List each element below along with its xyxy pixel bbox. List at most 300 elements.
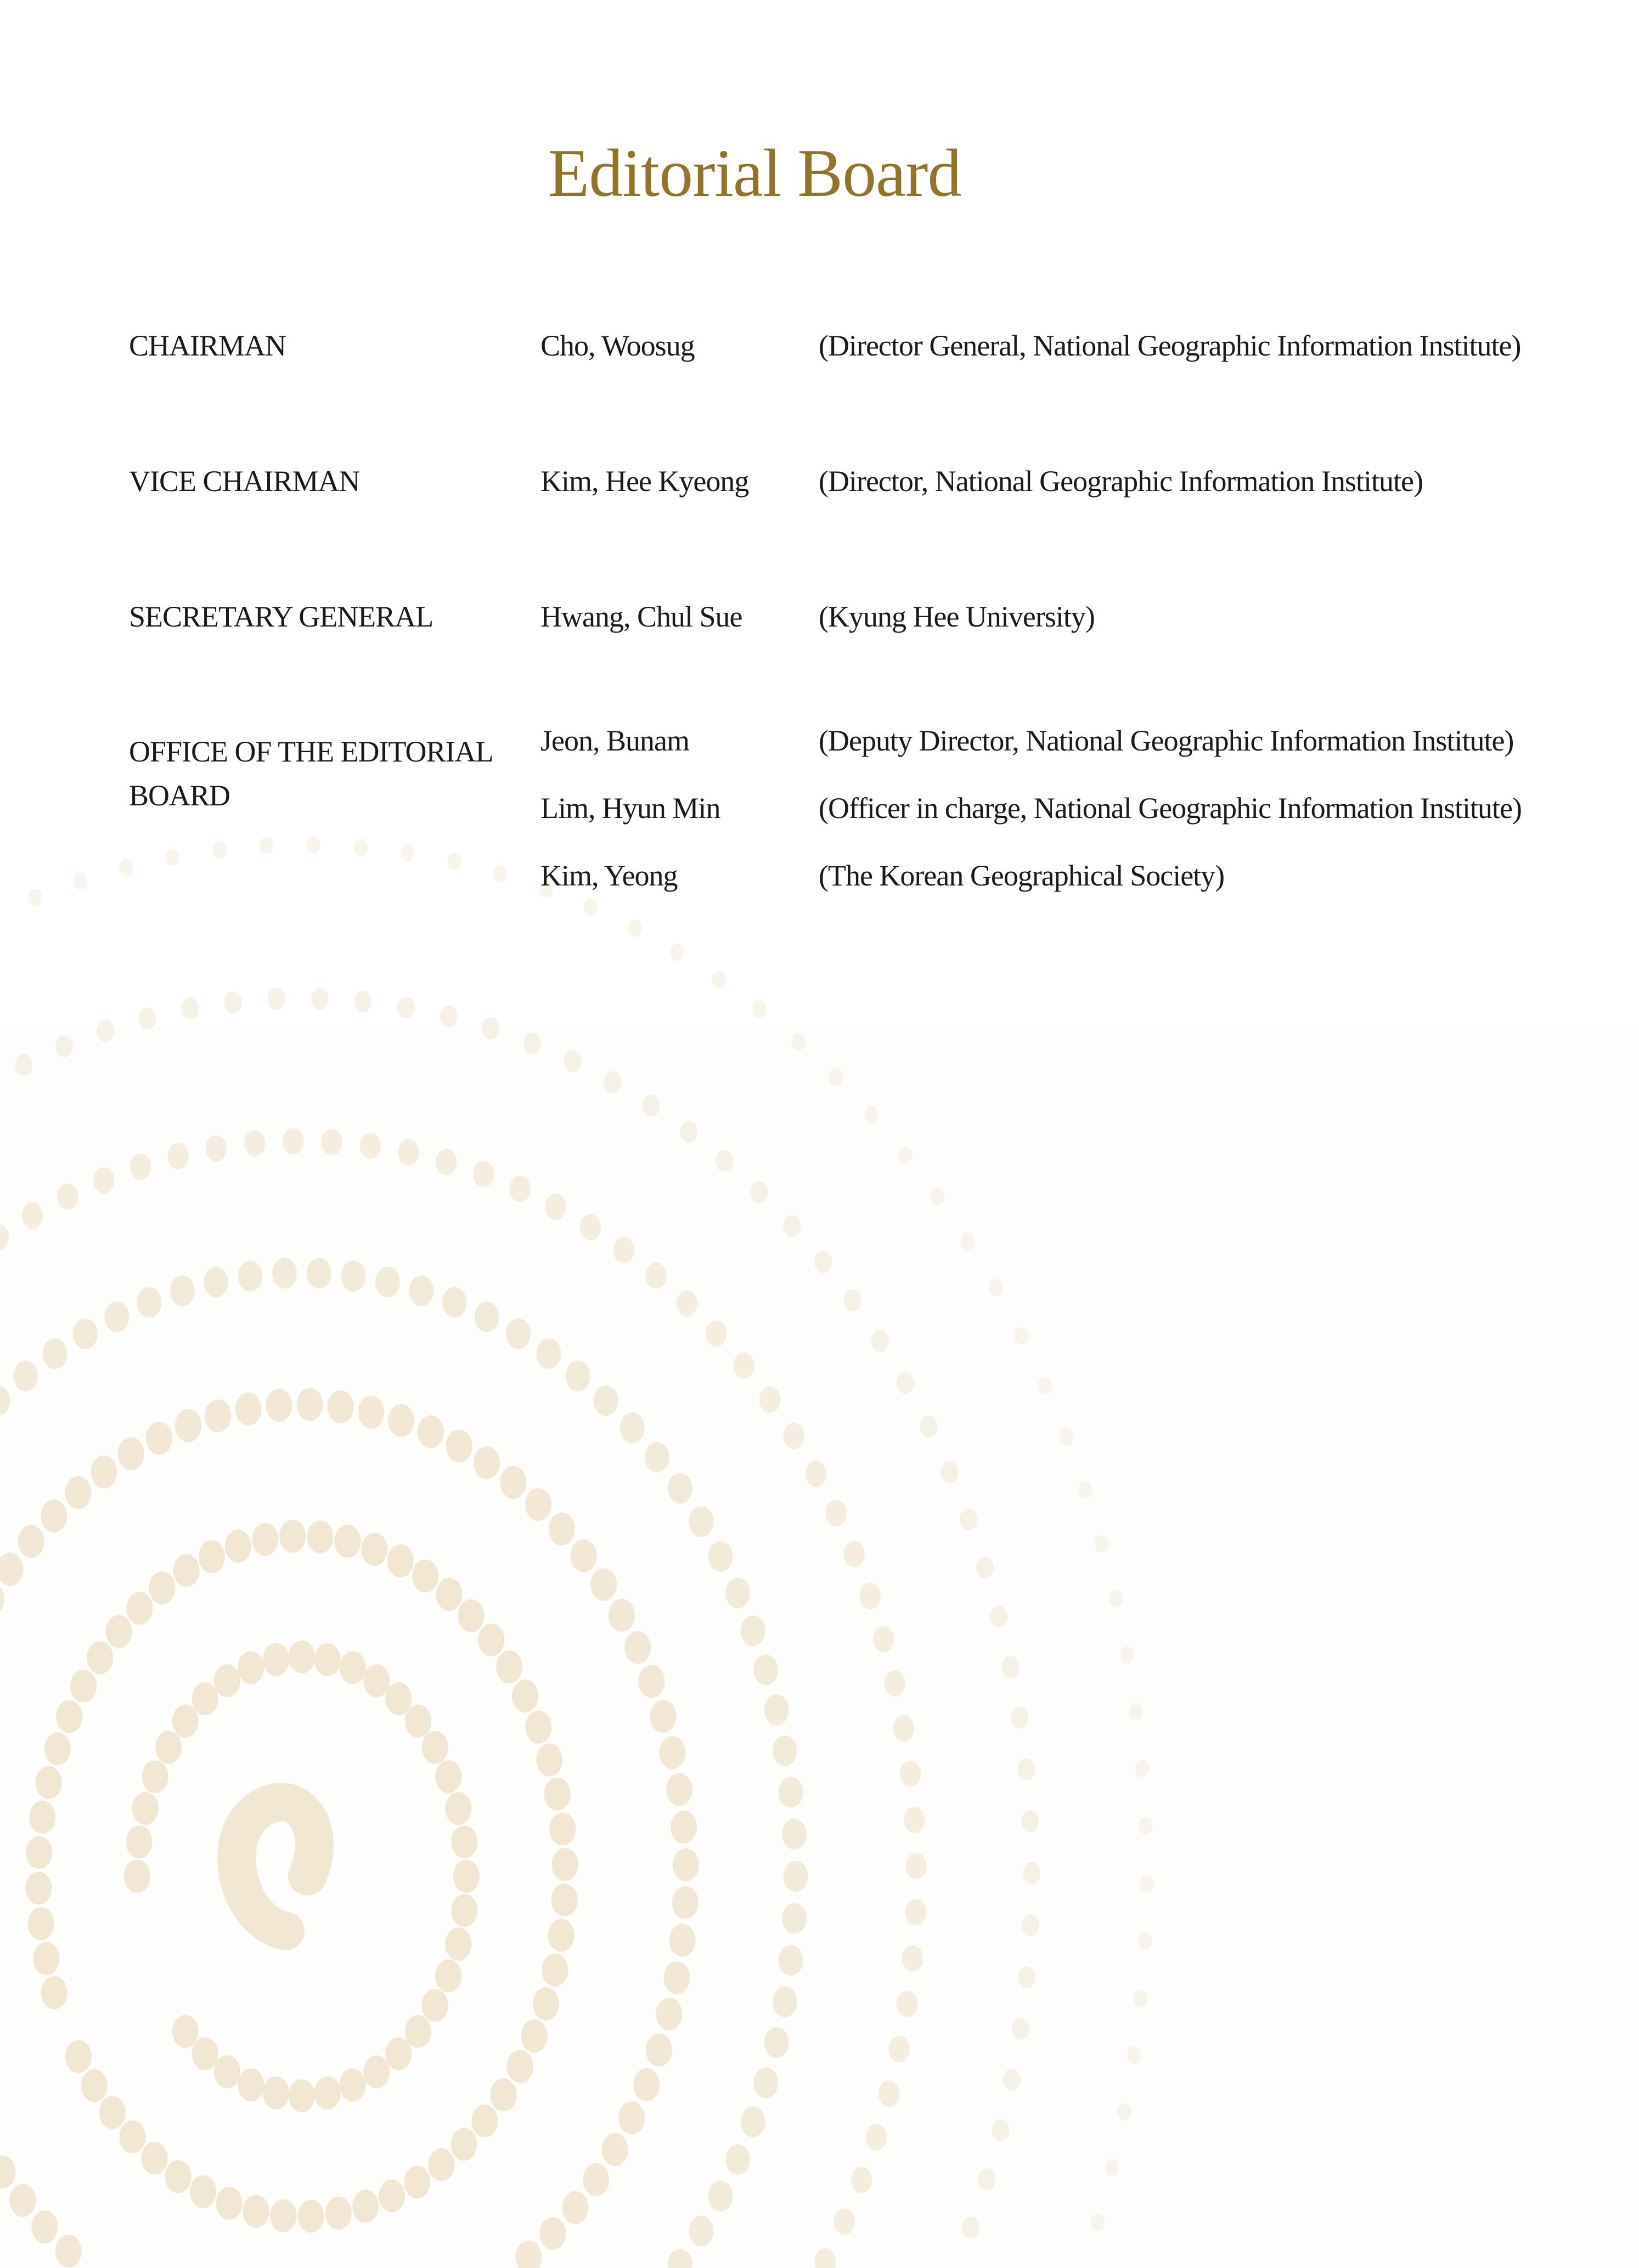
spiral-dot: [902, 1945, 923, 1971]
member-row: [129, 786, 1556, 830]
spiral-dot: [618, 2101, 645, 2134]
spiral-dot: [298, 2200, 324, 2233]
spiral-dot: [272, 1258, 297, 1289]
spiral-dot: [1017, 1758, 1035, 1780]
spiral-dot: [199, 1540, 225, 1573]
spiral-dot: [1003, 2069, 1021, 2091]
spiral-dot: [358, 1396, 384, 1429]
spiral-dot: [238, 1651, 264, 1684]
spiral-dot: [689, 2216, 714, 2247]
spiral-dot: [604, 1071, 621, 1093]
spiral-dot: [650, 1700, 677, 1733]
spiral-dot: [643, 1094, 660, 1116]
spiral-dot: [734, 1352, 754, 1379]
spiral-dot: [542, 1954, 568, 1987]
spiral-dot: [435, 1760, 461, 1793]
spiral-core: [236, 1802, 314, 1931]
spiral-dot: [764, 2027, 789, 2058]
spiral-dot: [523, 1033, 541, 1054]
spiral-dot: [976, 1556, 994, 1578]
spiral-dot: [91, 1455, 117, 1488]
spiral-dot: [1139, 1817, 1153, 1835]
spiral-dot: [478, 1623, 504, 1656]
spiral-dot: [216, 2187, 243, 2220]
spiral-dot: [314, 1643, 341, 1676]
spiral-dot: [990, 1606, 1008, 1628]
spiral-dot: [834, 2208, 855, 2235]
spiral-dot: [0, 2156, 16, 2188]
spiral-dot: [473, 1161, 494, 1187]
spiral-dot: [418, 1415, 444, 1448]
spiral-dot: [106, 1615, 132, 1648]
spiral-dot: [1018, 1966, 1035, 1988]
spiral-dot: [352, 2190, 379, 2223]
spiral-dot: [1135, 1760, 1150, 1778]
spiral-dot: [458, 1599, 485, 1632]
spiral-dot: [645, 1442, 669, 1472]
spiral-dot: [1109, 1590, 1123, 1607]
spiral-dot: [633, 2068, 660, 2101]
spiral-dot: [33, 1942, 59, 1975]
spiral-dot: [1022, 1914, 1039, 1936]
spiral-dot: [190, 2175, 216, 2208]
spiral-dot: [363, 1665, 390, 1697]
spiral-dot: [1106, 2159, 1120, 2176]
spiral-dot: [283, 1128, 303, 1154]
spiral-dot: [453, 1860, 480, 1893]
spiral-dot: [564, 1050, 582, 1072]
spiral-dot: [566, 1361, 590, 1391]
spiral-dot: [645, 1262, 666, 1289]
spiral-dot: [646, 2034, 672, 2067]
spiral-dot: [866, 2124, 887, 2151]
role-label: VICE CHAIRMAN: [129, 465, 360, 498]
spiral-dot: [859, 1583, 880, 1609]
spiral-dot: [537, 1338, 561, 1369]
spiral-dot: [192, 2038, 218, 2070]
spiral-dot: [536, 1744, 562, 1776]
spiral-dot: [172, 1705, 199, 1737]
spiral-dot: [1021, 1810, 1039, 1832]
spiral-dot: [398, 1139, 419, 1165]
member-affiliation: (Kyung Hee University): [819, 600, 1095, 633]
spiral-dot: [279, 1520, 306, 1553]
spiral-dot: [1038, 1377, 1052, 1395]
spiral-dot: [507, 2050, 533, 2083]
spiral-dot: [334, 1525, 361, 1558]
spiral-dot: [515, 2241, 542, 2268]
spiral-dot: [436, 1578, 462, 1611]
spiral-dot: [725, 1578, 750, 1609]
spiral-dot: [271, 2199, 297, 2232]
spiral-dot: [594, 1385, 618, 1416]
spiral-dot: [238, 2068, 264, 2101]
spiral-dot: [307, 1521, 334, 1554]
spiral-dot: [773, 1987, 797, 2017]
spiral-dot: [170, 1276, 195, 1306]
spiral-dot: [905, 1899, 926, 1926]
spiral-dot: [474, 1446, 500, 1479]
spiral-dot: [562, 2191, 588, 2224]
spiral-dot: [137, 1287, 162, 1318]
spiral-dot: [815, 2248, 836, 2268]
member-affiliation: (The Korean Geographical Society): [819, 859, 1225, 892]
spiral-dot: [388, 1404, 414, 1437]
spiral-dot: [146, 1422, 172, 1455]
spiral-dot: [25, 1872, 52, 1905]
spiral-dot: [590, 1568, 617, 1601]
spiral-dot: [15, 1054, 32, 1076]
member-affiliation: (Deputy Director, National Geographic Information Institute): [819, 724, 1514, 757]
spiral-dot: [405, 1705, 431, 1737]
spiral-dot: [32, 2210, 58, 2243]
spiral-dot: [205, 1400, 231, 1432]
member-row: [129, 324, 1556, 368]
spiral-dot: [445, 1928, 471, 1961]
role-label: SECRETARY GENERAL: [129, 600, 433, 633]
spiral-dot: [885, 1671, 905, 1697]
spiral-dot: [878, 2080, 899, 2107]
spiral-dot: [533, 1987, 559, 2020]
spiral-dot: [664, 1961, 690, 1994]
spiral-dot: [962, 2217, 979, 2239]
spiral-dot: [26, 1836, 52, 1869]
spiral-dot: [307, 1258, 331, 1289]
spiral-dot: [81, 2069, 108, 2102]
spiral-dot: [9, 2184, 36, 2217]
spiral-dot: [93, 1167, 114, 1194]
spiral-dot: [118, 1437, 144, 1470]
spiral-dot: [1129, 1702, 1143, 1720]
spiral-dot: [525, 1711, 551, 1744]
spiral-dot: [960, 1508, 977, 1530]
spiral-dot: [404, 2165, 430, 2198]
spiral-dot: [41, 1499, 67, 1532]
spiral-dot: [289, 2079, 315, 2112]
spiral-dot: [385, 2038, 412, 2070]
spiral-dot: [70, 1669, 97, 1702]
spiral-dot: [843, 1541, 864, 1567]
member-row: [129, 719, 1556, 763]
spiral-dot: [44, 1733, 71, 1765]
spiral-dot: [18, 1525, 44, 1558]
spiral-dot: [361, 1533, 387, 1566]
spiral-dot: [904, 1807, 925, 1833]
spiral-dot: [105, 1301, 129, 1332]
spiral-dot: [0, 1224, 9, 1250]
spiral-dot: [57, 1183, 78, 1210]
spiral-dot: [422, 1989, 448, 2022]
spiral-dot: [779, 1777, 803, 1808]
spiral-dot: [656, 1998, 682, 2030]
spiral-dot: [806, 1460, 826, 1487]
role-label: CHAIRMAN: [129, 329, 286, 362]
spiral-dot: [155, 1731, 182, 1764]
spiral-dot: [132, 1792, 159, 1825]
member-row: [129, 595, 1556, 639]
spiral-dot: [899, 1146, 913, 1164]
spiral-dot: [204, 1267, 228, 1297]
spiral-dot: [29, 1801, 55, 1833]
spiral-dot: [865, 1106, 879, 1124]
spiral-dot: [673, 1848, 699, 1881]
spiral-dot: [525, 1488, 551, 1521]
spiral-dot: [539, 2217, 566, 2250]
spiral-dot: [1091, 2214, 1105, 2231]
spiral-dot: [826, 1500, 847, 1526]
spiral-dot: [672, 1886, 699, 1919]
spiral-dot: [127, 1592, 153, 1624]
spiral-dot: [602, 2133, 628, 2166]
spiral-dot: [173, 1554, 200, 1587]
member-affiliation: (Officer in charge, National Geographic Information Institute): [819, 792, 1522, 825]
spiral-dot: [165, 2160, 192, 2193]
spiral-dot: [897, 1372, 914, 1394]
spiral-dot: [1015, 1327, 1029, 1345]
spiral-dot: [340, 2068, 366, 2101]
spiral-dot: [130, 1154, 151, 1180]
spiral-dot: [142, 1760, 168, 1793]
spiral-dot: [206, 1135, 227, 1161]
spiral-dot: [409, 1276, 433, 1306]
spiral-dot: [851, 2167, 872, 2193]
spiral-dot: [1011, 1707, 1028, 1729]
spiral-dot: [149, 1571, 176, 1604]
spiral-dot: [784, 1861, 808, 1892]
spiral-dot: [782, 1819, 807, 1849]
spiral-dot: [328, 1390, 354, 1423]
spiral-dot: [225, 1530, 251, 1562]
spiral-dot: [708, 1541, 733, 1572]
spiral-dot: [428, 2148, 454, 2181]
spiral-dot: [363, 2055, 390, 2088]
spiral-dot: [340, 1651, 366, 1684]
spiral-dot: [13, 1361, 38, 1391]
member-affiliation: (Director, National Geographic Information Institute): [819, 465, 1423, 498]
spiral-dot: [451, 1825, 477, 1858]
spiral-dot: [677, 1290, 697, 1317]
spiral-dot: [1127, 2047, 1141, 2064]
spiral-dot: [235, 1392, 262, 1425]
spiral-dot: [325, 2197, 352, 2230]
spiral-dot: [920, 1416, 937, 1438]
spiral-dot: [888, 2036, 909, 2062]
spiral-dot: [978, 2169, 995, 2191]
spiral-dot: [87, 1641, 113, 1674]
spiral-dot: [385, 1682, 412, 1715]
spiral-dot: [238, 1261, 263, 1291]
spiral-dot: [500, 1466, 526, 1499]
spiral-dot: [1118, 2103, 1132, 2120]
spiral-dot: [741, 1616, 765, 1646]
spiral-dot: [412, 1560, 438, 1593]
spiral-dot: [900, 1761, 921, 1787]
spiral-dot: [263, 1643, 289, 1676]
spiral-dot: [471, 2105, 498, 2137]
member-name: Lim, Hyun Min: [540, 792, 720, 825]
spiral-dot: [639, 1665, 665, 1698]
spiral-dot: [252, 1523, 278, 1556]
spiral-dot: [1095, 1535, 1109, 1553]
spiral-dot: [43, 1338, 67, 1369]
spiral-dot: [126, 1825, 153, 1858]
spiral-dot: [506, 1318, 531, 1349]
spiral-dot: [22, 1203, 43, 1229]
spiral-dot: [992, 2119, 1009, 2141]
member-row: [129, 854, 1556, 898]
spiral-dot: [753, 2067, 778, 2098]
spiral-dot: [750, 1181, 768, 1203]
spiral-dot: [341, 1261, 366, 1291]
spiral-dot: [961, 1233, 975, 1250]
spiral-dot: [759, 1387, 780, 1413]
spiral-dot: [549, 1813, 576, 1846]
spiral-dot: [0, 1583, 4, 1616]
spiral-dot: [689, 1506, 714, 1537]
spiral-dot: [214, 1665, 240, 1697]
spiral-dot: [613, 1237, 634, 1263]
spiral-dot: [120, 2120, 146, 2153]
spiral-dot: [549, 1513, 575, 1545]
spiral-dot: [906, 1853, 927, 1879]
spiral-dot: [451, 1894, 477, 1927]
spiral-dot: [624, 1631, 651, 1664]
spiral-dot: [360, 1132, 381, 1159]
member-affiliation: (Director General, National Geographic Information Institute): [819, 329, 1521, 362]
spiral-dot: [65, 2040, 92, 2073]
spiral-dot: [451, 2128, 477, 2161]
spiral-dot: [753, 1655, 778, 1685]
spiral-dot: [706, 1321, 726, 1347]
spiral-dot: [36, 1766, 62, 1799]
spiral-dot: [791, 1033, 806, 1051]
spiral-dot: [244, 1130, 265, 1156]
spiral-dot: [496, 1650, 522, 1683]
spiral-dot: [548, 1919, 575, 1952]
spiral-dot: [435, 1960, 461, 1993]
spiral-dot: [41, 1976, 67, 2009]
spiral-dot: [168, 1143, 189, 1169]
spiral-dot: [405, 2015, 431, 2048]
spiral-dot: [660, 1736, 686, 1769]
spiral-dot: [297, 1388, 323, 1421]
member-name: Kim, Hee Kyeong: [540, 465, 749, 498]
spiral-dot: [580, 1214, 601, 1240]
spiral-dot: [814, 1251, 832, 1273]
spiral-dot: [55, 1035, 73, 1057]
spiral-dot: [741, 2106, 765, 2137]
role-label: OFFICE OF THE EDITORIAL BOARD: [129, 735, 492, 812]
spiral-dot: [764, 1695, 789, 1725]
spiral-dot: [387, 1544, 414, 1577]
spiral-dot: [142, 2142, 168, 2175]
spiral-dot: [73, 1318, 98, 1349]
spiral-dot: [829, 1068, 843, 1086]
spiral-dot: [379, 2180, 405, 2213]
spiral-dot: [442, 1287, 467, 1318]
spiral-dot: [1078, 1481, 1092, 1499]
spiral-dot: [989, 1279, 1003, 1296]
spiral-dot: [214, 2055, 240, 2088]
spiral-dot: [668, 1473, 692, 1504]
spiral-dot: [671, 1810, 697, 1843]
spiral-dot: [0, 1385, 10, 1416]
spiral-dot: [491, 2079, 517, 2112]
spiral-dot: [172, 2015, 199, 2048]
member-name: Hwang, Chul Sue: [540, 600, 742, 633]
spiral-dot: [0, 1553, 24, 1586]
spiral-dot: [56, 1700, 82, 1733]
spiral-dot: [782, 1903, 807, 1934]
spiral-dot: [784, 1423, 804, 1449]
spiral-dot: [708, 2181, 733, 2211]
spiral-dot: [445, 1792, 471, 1825]
member-row: [129, 459, 1556, 503]
spiral-dot: [620, 1413, 645, 1443]
spiral-dot: [844, 1289, 861, 1311]
spiral-dot: [552, 1848, 578, 1881]
member-name: Cho, Woosug: [540, 329, 695, 362]
spiral-dot: [475, 1301, 499, 1332]
spiral-dot: [551, 1883, 578, 1916]
spiral-dot: [510, 1176, 531, 1202]
spiral-dot: [666, 1773, 692, 1806]
spiral-dot: [779, 1945, 803, 1976]
spiral-dot: [783, 1215, 801, 1237]
spiral-dot: [446, 1430, 472, 1463]
spiral-dot: [1012, 2018, 1029, 2040]
spiral-dot: [65, 1476, 92, 1509]
spiral-dot: [545, 1194, 566, 1220]
spiral-dot: [28, 1907, 54, 1940]
spiral-dot: [192, 1682, 218, 1715]
spiral-dot: [725, 2144, 750, 2175]
spiral-dot: [583, 2163, 609, 2196]
spiral-dot: [289, 1640, 315, 1673]
spiral-dot: [897, 1991, 917, 2017]
spiral-dot: [124, 1860, 150, 1893]
spiral-dot: [680, 1121, 697, 1143]
spiral-dot: [931, 1188, 945, 1206]
spiral-dot: [1138, 1932, 1152, 1950]
page-title: Editorial Board: [548, 136, 961, 211]
spiral-dot: [1002, 1656, 1020, 1678]
spiral-dot: [669, 1924, 696, 1957]
spiral-dot: [99, 2096, 126, 2129]
member-name: Kim, Yeong: [540, 859, 678, 892]
spiral-dot: [422, 1731, 448, 1764]
spiral-dot: [175, 1409, 201, 1442]
spiral-dot: [375, 1267, 400, 1297]
spiral-dot: [1134, 1990, 1148, 2007]
spiral-dot: [243, 2195, 269, 2228]
spiral-dot: [668, 2249, 692, 2268]
spiral-dot: [436, 1149, 457, 1175]
spiral-dot: [314, 2077, 341, 2109]
spiral-dot: [871, 1330, 889, 1352]
spiral-dot: [266, 1389, 292, 1422]
spiral-dot: [893, 1716, 914, 1742]
spiral-dot: [521, 2019, 548, 2052]
spiral-dot: [322, 1129, 342, 1155]
spiral-dot: [1023, 1862, 1040, 1884]
spiral-dot: [873, 1626, 894, 1652]
spiral-dot: [609, 1599, 635, 1632]
spiral-dot: [1120, 1646, 1134, 1663]
spiral-dot: [941, 1462, 959, 1483]
spiral-dot: [544, 1778, 571, 1810]
spiral-dot: [716, 1150, 733, 1172]
